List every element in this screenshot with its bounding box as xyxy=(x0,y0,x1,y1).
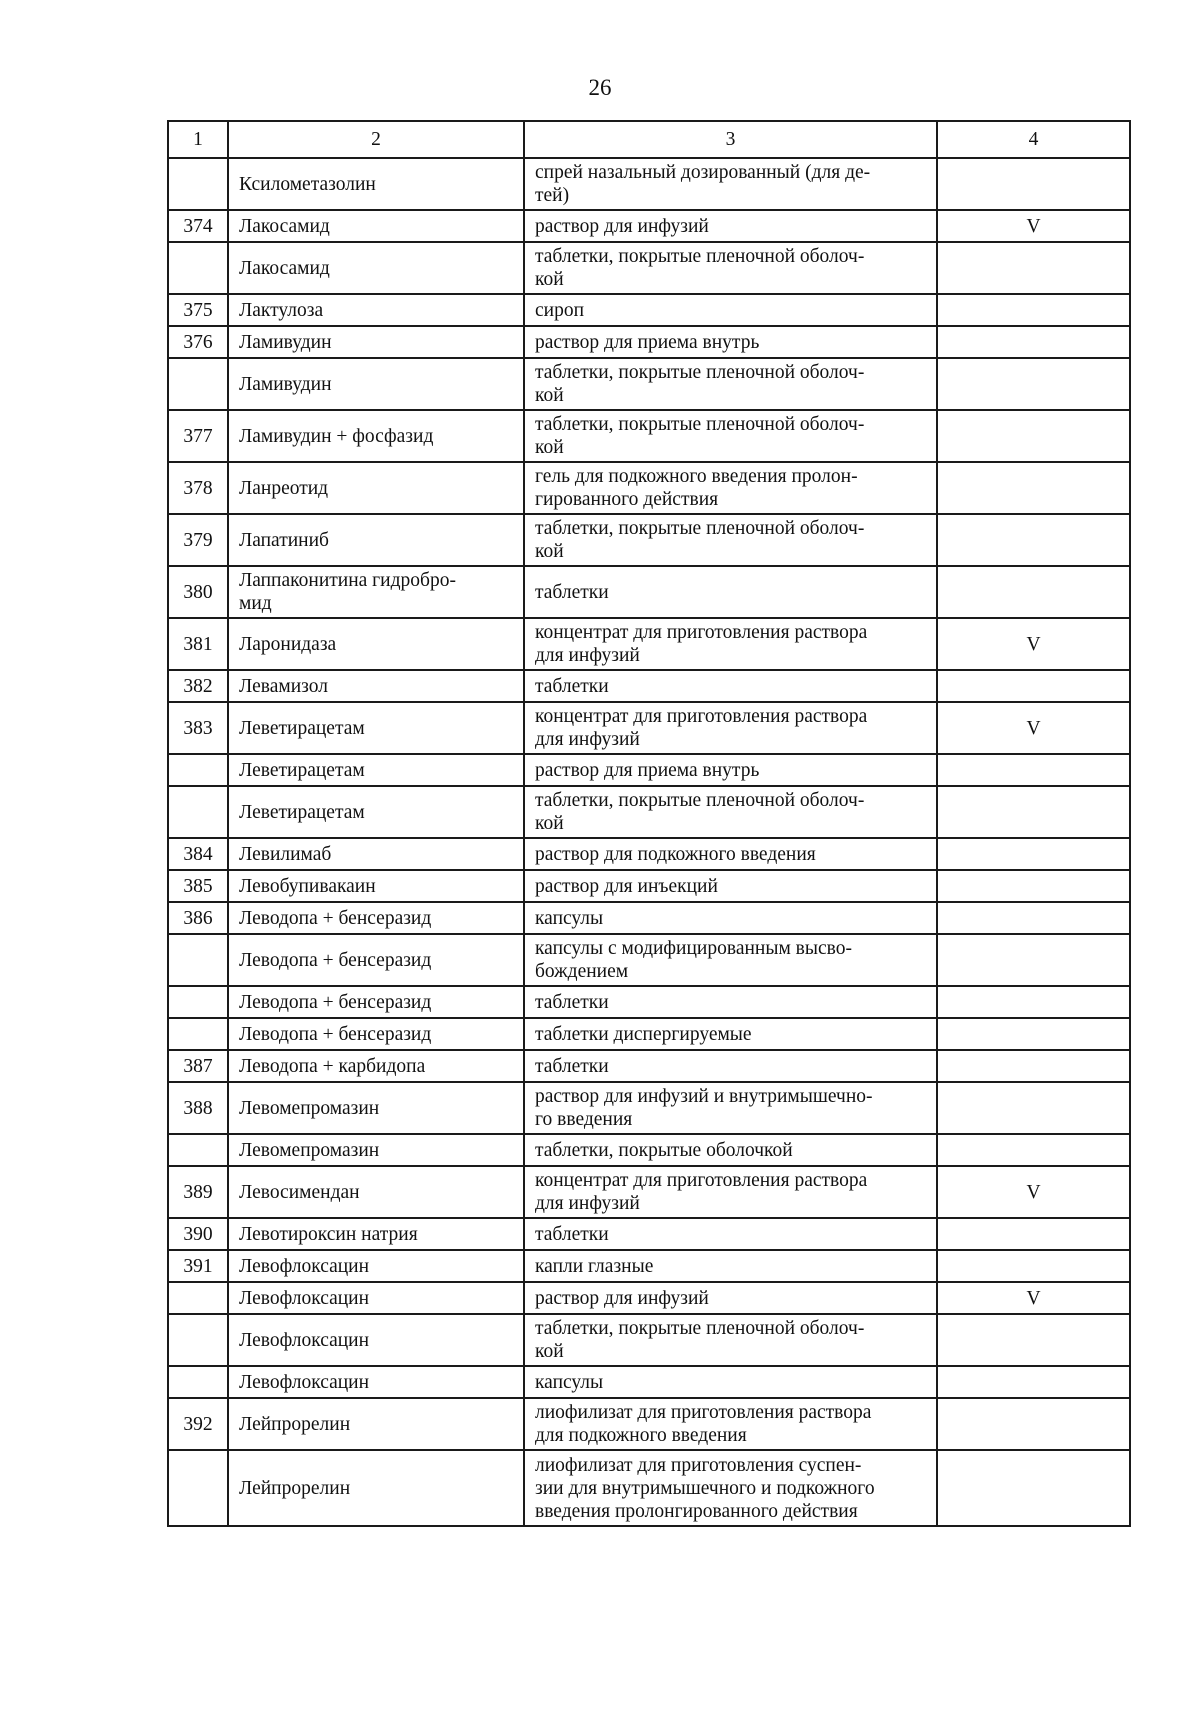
vital-mark xyxy=(937,514,1130,566)
row-number: 386 xyxy=(168,902,228,934)
row-number xyxy=(168,1282,228,1314)
vital-mark xyxy=(937,1314,1130,1366)
row-number: 377 xyxy=(168,410,228,462)
table-row xyxy=(168,294,1130,326)
dosage-form: сироп xyxy=(524,294,937,326)
vital-mark xyxy=(937,1450,1130,1526)
drug-name: Левофлоксацин xyxy=(228,1366,524,1398)
vital-mark xyxy=(937,410,1130,462)
drug-name: Левамизол xyxy=(228,670,524,702)
drug-name: Леводопа + бенсеразид xyxy=(228,1018,524,1050)
drug-name: Леводопа + бенсеразид xyxy=(228,934,524,986)
table-row xyxy=(168,902,1130,934)
drug-name: Леводопа + бенсеразид xyxy=(228,986,524,1018)
table-row xyxy=(168,786,1130,838)
row-number: 378 xyxy=(168,462,228,514)
table-row xyxy=(168,1450,1130,1526)
dosage-form: таблетки xyxy=(524,1050,937,1082)
dosage-form: гель для подкожного введения пролон- гированного действия xyxy=(524,462,937,514)
vital-mark: V xyxy=(937,1282,1130,1314)
vital-mark xyxy=(937,294,1130,326)
row-number: 376 xyxy=(168,326,228,358)
table-row xyxy=(168,358,1130,410)
row-number: 387 xyxy=(168,1050,228,1082)
row-number: 391 xyxy=(168,1250,228,1282)
table-row xyxy=(168,566,1130,618)
row-number: 384 xyxy=(168,838,228,870)
drug-name: Левосимендан xyxy=(228,1166,524,1218)
dosage-form: таблетки, покрытые пленочной оболоч- кой xyxy=(524,358,937,410)
dosage-form: таблетки диспергируемые xyxy=(524,1018,937,1050)
vital-mark xyxy=(937,1250,1130,1282)
vital-mark xyxy=(937,462,1130,514)
drug-name: Леводопа + карбидопа xyxy=(228,1050,524,1082)
drug-name: Леветирацетам xyxy=(228,754,524,786)
table-row xyxy=(168,702,1130,754)
drug-name: Ксилометазолин xyxy=(228,158,524,210)
dosage-form: таблетки xyxy=(524,1218,937,1250)
table-row xyxy=(168,1166,1130,1218)
dosage-form: концентрат для приготовления раствора для инфузий xyxy=(524,618,937,670)
dosage-form: раствор для инфузий xyxy=(524,1282,937,1314)
table-row xyxy=(168,514,1130,566)
table-row xyxy=(168,934,1130,986)
table-row xyxy=(168,462,1130,514)
drug-name: Лейпрорелин xyxy=(228,1450,524,1526)
vital-mark xyxy=(937,326,1130,358)
dosage-form: раствор для инфузий и внутримышечно- го введения xyxy=(524,1082,937,1134)
dosage-form: раствор для инфузий xyxy=(524,210,937,242)
dosage-form: раствор для приема внутрь xyxy=(524,754,937,786)
table-row xyxy=(168,1314,1130,1366)
row-number: 381 xyxy=(168,618,228,670)
drug-name: Леветирацетам xyxy=(228,786,524,838)
drug-name: Лапатиниб xyxy=(228,514,524,566)
vital-mark: V xyxy=(937,702,1130,754)
drug-name: Лактулоза xyxy=(228,294,524,326)
row-number: 392 xyxy=(168,1398,228,1450)
drug-name: Левофлоксацин xyxy=(228,1282,524,1314)
drug-name: Ламивудин + фосфазид xyxy=(228,410,524,462)
table-row xyxy=(168,870,1130,902)
vital-mark xyxy=(937,670,1130,702)
table-row xyxy=(168,158,1130,210)
vital-mark xyxy=(937,1082,1130,1134)
vital-mark xyxy=(937,158,1130,210)
table-row xyxy=(168,1250,1130,1282)
drug-name: Ламивудин xyxy=(228,326,524,358)
table-row xyxy=(168,1050,1130,1082)
table-row xyxy=(168,242,1130,294)
drug-name: Левотироксин натрия xyxy=(228,1218,524,1250)
table-row xyxy=(168,410,1130,462)
row-number xyxy=(168,754,228,786)
row-number: 390 xyxy=(168,1218,228,1250)
dosage-form: таблетки, покрытые пленочной оболоч- кой xyxy=(524,242,937,294)
drug-name: Леводопа + бенсеразид xyxy=(228,902,524,934)
dosage-form: таблетки, покрытые пленочной оболоч- кой xyxy=(524,1314,937,1366)
row-number xyxy=(168,242,228,294)
drug-name: Лейпрорелин xyxy=(228,1398,524,1450)
drug-name: Левофлоксацин xyxy=(228,1250,524,1282)
dosage-form: концентрат для приготовления раствора для инфузий xyxy=(524,702,937,754)
vital-mark: V xyxy=(937,1166,1130,1218)
table-row xyxy=(168,210,1130,242)
row-number: 383 xyxy=(168,702,228,754)
vital-mark xyxy=(937,242,1130,294)
dosage-form: капсулы с модифицированным высво- бождением xyxy=(524,934,937,986)
drug-name: Левилимаб xyxy=(228,838,524,870)
vital-mark xyxy=(937,934,1130,986)
vital-mark xyxy=(937,1218,1130,1250)
vital-mark xyxy=(937,786,1130,838)
dosage-form: капсулы xyxy=(524,902,937,934)
table-row xyxy=(168,1366,1130,1398)
dosage-form: таблетки, покрытые пленочной оболоч- кой xyxy=(524,410,937,462)
vital-mark xyxy=(937,566,1130,618)
vital-mark xyxy=(937,986,1130,1018)
dosage-form: капли глазные xyxy=(524,1250,937,1282)
vital-mark xyxy=(937,1398,1130,1450)
row-number: 379 xyxy=(168,514,228,566)
table-row xyxy=(168,1218,1130,1250)
vital-mark xyxy=(937,358,1130,410)
row-number xyxy=(168,934,228,986)
dosage-form: таблетки, покрытые пленочной оболоч- кой xyxy=(524,786,937,838)
row-number xyxy=(168,786,228,838)
table-row xyxy=(168,326,1130,358)
dosage-form: спрей назальный дозированный (для де- тей) xyxy=(524,158,937,210)
page-number: 26 xyxy=(588,75,612,100)
row-number: 380 xyxy=(168,566,228,618)
dosage-form: таблетки xyxy=(524,670,937,702)
dosage-form: лиофилизат для приготовления раствора для подкожного введения xyxy=(524,1398,937,1450)
drug-name: Ланреотид xyxy=(228,462,524,514)
drug-name: Ларонидаза xyxy=(228,618,524,670)
vital-mark xyxy=(937,754,1130,786)
table-row xyxy=(168,1134,1130,1166)
row-number xyxy=(168,158,228,210)
header-col-4: 4 xyxy=(937,121,1130,158)
drug-name: Леветирацетам xyxy=(228,702,524,754)
vital-mark xyxy=(937,838,1130,870)
dosage-form: раствор для приема внутрь xyxy=(524,326,937,358)
row-number: 382 xyxy=(168,670,228,702)
table-row xyxy=(168,1282,1130,1314)
drug-name: Ламивудин xyxy=(228,358,524,410)
row-number xyxy=(168,358,228,410)
table-row xyxy=(168,754,1130,786)
row-number: 388 xyxy=(168,1082,228,1134)
dosage-form: таблетки xyxy=(524,566,937,618)
dosage-form: концентрат для приготовления раствора для инфузий xyxy=(524,1166,937,1218)
row-number xyxy=(168,1450,228,1526)
drug-name: Левобупивакаин xyxy=(228,870,524,902)
vital-mark xyxy=(937,1050,1130,1082)
row-number: 385 xyxy=(168,870,228,902)
row-number: 374 xyxy=(168,210,228,242)
vital-mark xyxy=(937,1134,1130,1166)
dosage-form: таблетки, покрытые пленочной оболоч- кой xyxy=(524,514,937,566)
drug-name: Лаппаконитина гидробро- мид xyxy=(228,566,524,618)
header-row xyxy=(168,121,1130,158)
vital-mark: V xyxy=(937,618,1130,670)
drug-name: Левомепромазин xyxy=(228,1134,524,1166)
header-col-2: 2 xyxy=(228,121,524,158)
vital-mark xyxy=(937,870,1130,902)
header-col-1: 1 xyxy=(168,121,228,158)
row-number: 389 xyxy=(168,1166,228,1218)
vital-mark xyxy=(937,1018,1130,1050)
row-number xyxy=(168,1018,228,1050)
table-row xyxy=(168,986,1130,1018)
row-number xyxy=(168,1366,228,1398)
row-number xyxy=(168,986,228,1018)
table-row xyxy=(168,1398,1130,1450)
row-number xyxy=(168,1134,228,1166)
row-number xyxy=(168,1314,228,1366)
medication-table-body xyxy=(168,121,1130,1526)
drug-name: Лакосамид xyxy=(228,242,524,294)
dosage-form: раствор для подкожного введения xyxy=(524,838,937,870)
dosage-form: таблетки xyxy=(524,986,937,1018)
dosage-form: лиофилизат для приготовления суспен- зии для внутримышечного и подкожного введения пролонгированного действия xyxy=(524,1450,937,1526)
dosage-form: раствор для инъекций xyxy=(524,870,937,902)
dosage-form: капсулы xyxy=(524,1366,937,1398)
vital-mark xyxy=(937,902,1130,934)
vital-mark xyxy=(937,1366,1130,1398)
table-row xyxy=(168,838,1130,870)
table-row xyxy=(168,1082,1130,1134)
table-row xyxy=(168,1018,1130,1050)
drug-name: Левомепромазин xyxy=(228,1082,524,1134)
drug-name: Левофлоксацин xyxy=(228,1314,524,1366)
table-row xyxy=(168,618,1130,670)
row-number: 375 xyxy=(168,294,228,326)
drug-name: Лакосамид xyxy=(228,210,524,242)
vital-mark: V xyxy=(937,210,1130,242)
medication-table xyxy=(167,120,1131,1527)
header-col-3: 3 xyxy=(524,121,937,158)
dosage-form: таблетки, покрытые оболочкой xyxy=(524,1134,937,1166)
table-row xyxy=(168,670,1130,702)
